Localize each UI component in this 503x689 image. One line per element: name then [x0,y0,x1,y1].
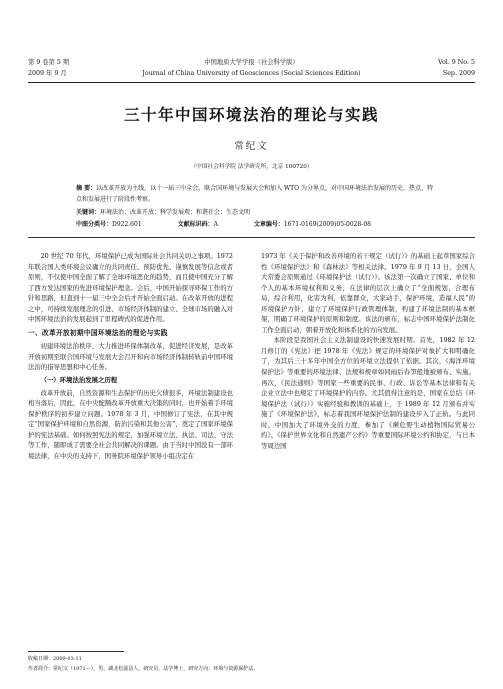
intro-paragraph: 20 世纪 70 年代，环境保护已成为国际社会共同关切之事项。1972 年联合国人类环境会议确立的共同责任、预防优先、谨慎发展等信念或者原则，不仅使中国全面了解了全球环境恶化的趋势，而且使中国充分了解了西方发达国家的先进环境保护理念。会后，中国开始探寻环保工作的方针和思路，但直到十一届三中全会后才开始全面启动。在改革开放的进程之中，可持续发展理念的引进、市场经济体制的建立、全球市场的融入对中国环境法治的发展起到了里程碑式的促进作用。 [28,252,233,324]
article-author: 常纪文 [234,141,269,152]
section-heading-1: 一、改革开放初期中国环境法治的理论与实践 [28,328,168,337]
clc-value: D922.601 [112,221,142,228]
abstract-label: 摘 要： [76,185,97,192]
section1-paragraph: 初建环境法治秩序，大力推进环保体制改革，促进经济发展，是改革开放初期至联合国环境与发展大会召开和向市场经济体制转轨前中国环境法治的指导思想和中心任务。 [28,342,233,372]
header-vol-no: Vol. 9 No. 5 [438,59,475,66]
author-affiliation: （中国社会科学院 法学研究所，北京 100720） [190,164,313,170]
abstract-text: 以改革开放为主线，以十一届三中全会、联合国环境与发展大会和加入 WTO 为分界点，对中国环境法治发展的历史、热点、特点和发展进行了阶段性考察。 [76,185,433,203]
header-volume-issue: 第 9 卷第 5 期 [28,59,70,66]
header-date-en: Sep. 2009 [442,70,475,77]
abstract-rule [28,237,475,238]
header-journal-cn: 中国地质大学学报（社会科学版） [204,59,299,66]
keywords-text: 环境法治；改革开放；科学发展观；和谐社会；生态文明 [100,209,251,216]
subsection-heading-1: （一）环境法治发展之历程 [40,376,118,385]
keywords-label: 关键词： [76,209,101,216]
classification-line [76,219,433,230]
right-column [261,251,475,451]
article-title: 三十年中国环境法治的理论与实践 [123,106,379,124]
doc-code-label: 文献标识码： [177,221,214,228]
footnote-author-bio: 作者简介：常纪文（1971—），男，湖北松滋县人，研究员，法学博士，研究方向：环境与资源保护法。 [28,666,259,672]
header-date-cn: 2009 年 9 月 [28,70,67,77]
header-rule [28,82,475,83]
clc-label: 中图分类号： [76,221,113,228]
header-journal-en: Journal of China University of Geosciences (Social Sciences Edition) [142,70,361,77]
abstract [76,183,433,205]
footnote-received: 收稿日期：2009-03-11 [28,656,82,662]
keywords [76,207,433,218]
doc-code-value: A [213,221,218,228]
stage-paragraph: 本阶段是我国社会主义法制建设的快速发展时期。首先，1982 年 12 月修订的《宪法》把 1978 年《宪法》规定的环境保护对象扩大和明确化了，为其后三十多年中国全方位的环境立法提供了依据。其次，《海洋环境保护法》等重要的环境法律、法规和规章如同雨后春笋般地被颁布、实施。再次，《民法通则》等国家一些重要的民事、行政、诉讼等基本法律和有关企业立法中也规定了环境保护的内容。尤其值得注意的是，国家在总结《环境保护法（试行）》实施经验和教训的基础上，于 1989 年 12 月颁布并实施了《环境保护法》，标志着我国环境保护法制的建设步入了正轨。与此同时，中国加大了环境外交的力度，参加了《濒危野生动植物国际贸易公约》、《保护世界文化和自然遗产公约》等重要国际环境公约和协定，与日本等周边国 [261,336,475,450]
continued-paragraph: 1973 年《关于保护和改善环境的若干规定（试行）》的基础上起草国家综合性《环境保护法》和《森林法》等相关法律。1979 年 9 月 13 日，全国人大常委会原则通过《环境保护法（试行）》。该法第一次确立了国家、单位和个人的基本环境权利和义务，在法律的层次上确立了“全面规划，合理布局，综合利用，化害为利，依靠群众，大家动手，保护环境，造福人民”的环境保护方针，建立了环境保护行政管理体制，构建了环境法制的基本框架，明确了环境保护的原则和制度。该法的颁布，标志中国环境保护法制化工作全面启动，朝着开放化和体系化的方向发展。 [261,252,475,334]
subsection1-paragraph: 改革开放前，自然资源和生态保护的历史欠债很多，环境法制建设也相当落后，因此，在中央配额改革开放重大决策的同时，也开始着手环境保护秩序的初步建立问题。1978 年 3 月，中国修订了宪法，在其中规定“国家保护环境和自然资源，防治污染和其他公害”，奠定了国家环境保护的宪法基础。如何按照宪法的规定，加强环境立法、执法、司法、守法等工作，随即成了需要全社会共同解决的课题。由于当时中国没有一部环境法律，在中央的支持下，国务院环境保护领导小组决定在 [28,388,233,460]
left-column [28,251,233,461]
footnote-rule [28,651,124,652]
article-no-label: 文章编号： [253,221,284,228]
article-no-value: 1671-0169(2009)05-0028-08 [283,221,371,228]
